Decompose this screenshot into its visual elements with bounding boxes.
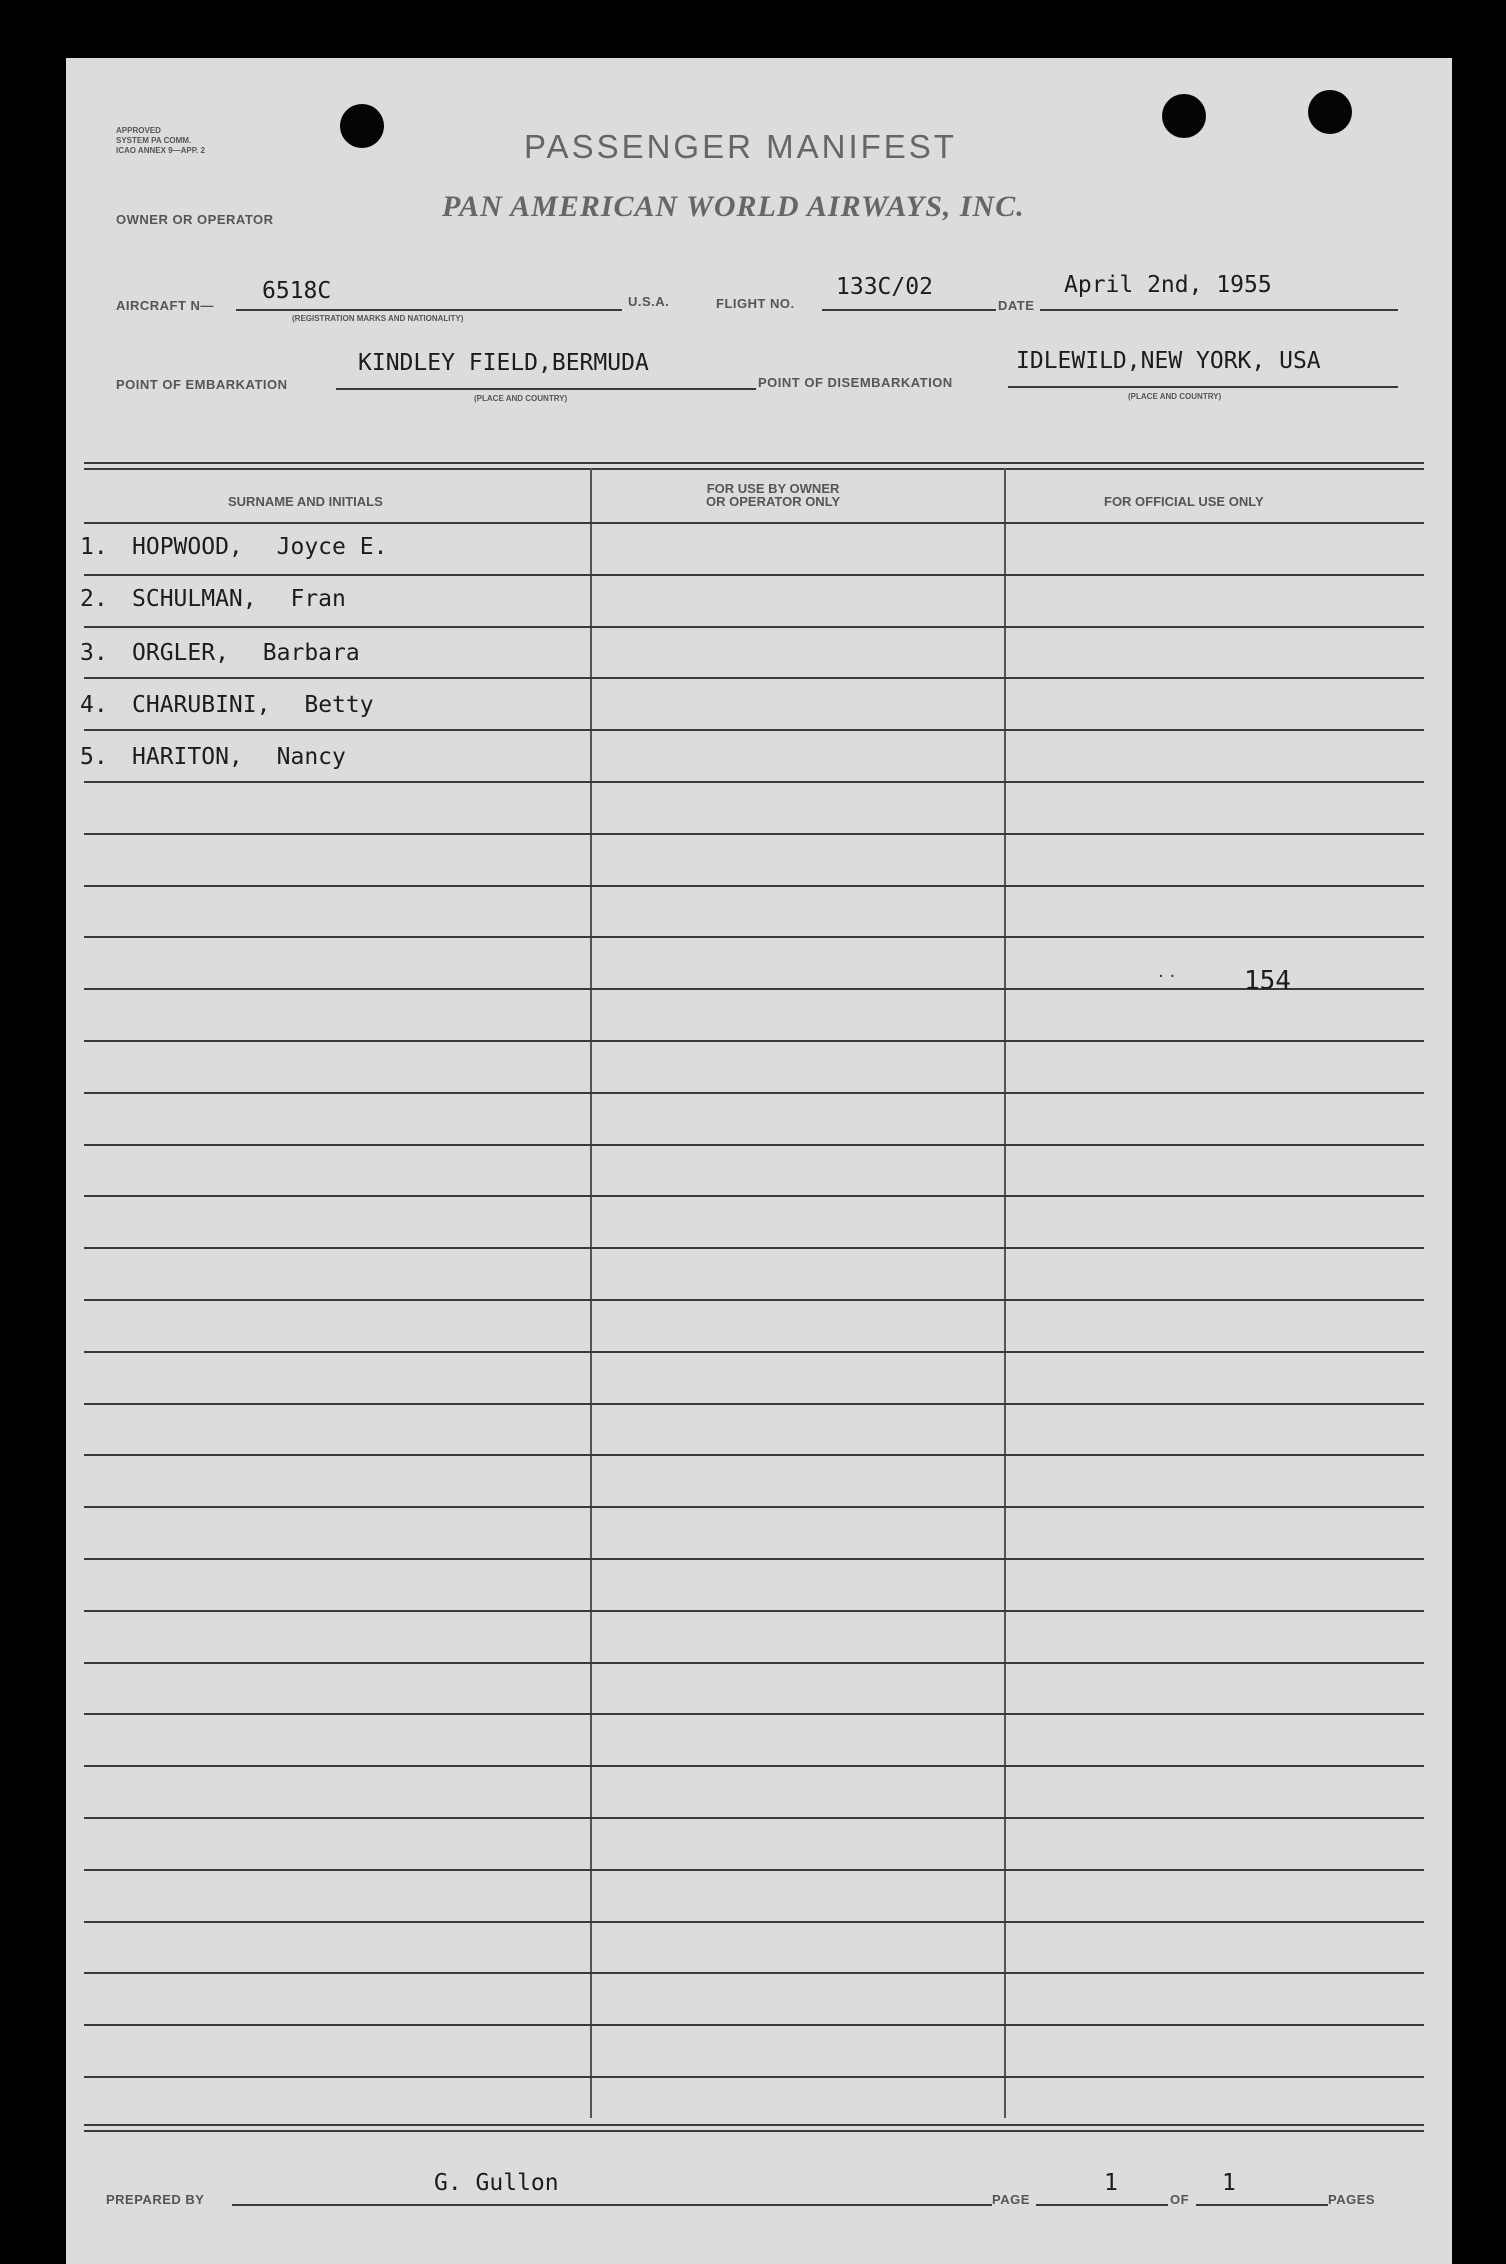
date-label: DATE — [998, 298, 1035, 313]
table-row-rule — [84, 1610, 1424, 1612]
approval-line-1: APPROVED — [116, 126, 161, 135]
passenger-number: 5. — [80, 744, 108, 770]
page-value: 1 — [1104, 2170, 1118, 2196]
table-row — [80, 692, 374, 718]
table-row-rule — [84, 1247, 1424, 1249]
table-row-rule — [84, 1558, 1424, 1560]
table-row-rule — [84, 2024, 1424, 2026]
passenger-number: 2. — [80, 586, 108, 612]
approval-stamp — [116, 126, 205, 156]
official-mark: 154 — [1244, 966, 1291, 996]
prepared-by-label: PREPARED BY — [106, 2192, 205, 2207]
aircraft-underline — [236, 309, 622, 311]
table-top-rule-2 — [84, 468, 1424, 470]
table-row-rule — [84, 2076, 1424, 2078]
owner-label: OWNER OR OPERATOR — [116, 212, 274, 227]
table-bottom-rule-2 — [84, 2130, 1424, 2132]
table-row-rule — [84, 936, 1424, 938]
passenger-number: 1. — [80, 534, 108, 560]
table-row-rule — [84, 1869, 1424, 1871]
table-row-rule — [84, 1454, 1424, 1456]
table-row-rule — [84, 885, 1424, 887]
passenger-given-name: Barbara — [262, 640, 360, 666]
embarkation-label: POINT OF EMBARKATION — [116, 377, 288, 392]
table-row-rule — [84, 833, 1424, 835]
table-row — [80, 586, 346, 612]
page-underline — [1036, 2204, 1168, 2206]
table-row-rule — [84, 1921, 1424, 1923]
passenger-given-name: Nancy — [276, 744, 346, 770]
table-row-rule — [84, 1144, 1424, 1146]
table-row-rule — [84, 522, 1424, 524]
prepared-by-underline — [232, 2204, 992, 2206]
passenger-surname: SCHULMAN, — [132, 586, 257, 612]
table-row-rule — [84, 729, 1424, 731]
table-row-rule — [84, 1092, 1424, 1094]
page-title: PASSENGER MANIFEST — [524, 128, 957, 165]
table-row-rule — [84, 1765, 1424, 1767]
passenger-surname: ORGLER, — [132, 640, 229, 666]
table-row-rule — [84, 1662, 1424, 1664]
flight-label: FLIGHT NO. — [716, 296, 795, 311]
table-row — [80, 640, 360, 666]
passenger-given-name: Fran — [290, 586, 346, 612]
date-value: April 2nd, 1955 — [1064, 272, 1272, 298]
table-row-rule — [84, 1817, 1424, 1819]
disembarkation-underline — [1008, 386, 1398, 388]
passenger-surname: HARITON, — [132, 744, 243, 770]
table-row-rule — [84, 1506, 1424, 1508]
date-underline — [1040, 309, 1398, 311]
table-row-rule — [84, 1351, 1424, 1353]
owner-column-header-line-2: OR OPERATOR ONLY — [706, 494, 841, 509]
passenger-surname: HOPWOOD, — [132, 534, 243, 560]
passenger-given-name: Betty — [304, 692, 374, 718]
table-row-rule — [84, 574, 1424, 576]
owner-column-header — [706, 482, 840, 508]
official-mark-dashes: · · — [1158, 966, 1176, 987]
of-label: OF — [1170, 2192, 1190, 2207]
page-label: PAGE — [992, 2192, 1030, 2207]
surname-column-header: SURNAME AND INITIALS — [228, 494, 383, 509]
embarkation-value: KINDLEY FIELD,BERMUDA — [358, 350, 649, 376]
operator-name: PAN AMERICAN WORLD AIRWAYS, INC. — [442, 190, 1025, 223]
table-row-rule — [84, 626, 1424, 628]
table-top-rule — [84, 462, 1424, 464]
table-row-rule — [84, 1713, 1424, 1715]
table-bottom-rule — [84, 2124, 1424, 2126]
table-row-rule — [84, 781, 1424, 783]
disembarkation-label: POINT OF DISEMBARKATION — [758, 375, 953, 390]
table-row-rule — [84, 1040, 1424, 1042]
country-label: U.S.A. — [628, 294, 670, 309]
table-row — [80, 534, 387, 560]
passenger-number: 4. — [80, 692, 108, 718]
flight-value: 133C/02 — [836, 274, 933, 300]
owner-column-header-line-1: FOR USE BY OWNER — [706, 481, 840, 496]
table-row-rule — [84, 1972, 1424, 1974]
approval-line-2: SYSTEM PA COMM. — [116, 136, 192, 145]
punch-hole-left — [340, 104, 384, 148]
table-row-rule — [84, 1403, 1424, 1405]
flight-underline — [822, 309, 996, 311]
aircraft-label: AIRCRAFT N— — [116, 298, 214, 313]
pages-value: 1 — [1222, 2170, 1236, 2196]
embarkation-sublabel: (PLACE AND COUNTRY) — [474, 394, 568, 403]
table-row-rule — [84, 988, 1424, 990]
prepared-by-value: G. Gullon — [434, 2170, 559, 2196]
disembarkation-value: IDLEWILD,NEW YORK, USA — [1016, 348, 1321, 374]
of-underline — [1196, 2204, 1328, 2206]
passenger-given-name: Joyce E. — [276, 534, 388, 560]
passenger-number: 3. — [80, 640, 108, 666]
punch-hole-right-1 — [1162, 94, 1206, 138]
table-row-rule — [84, 1195, 1424, 1197]
table-row-rule — [84, 1299, 1424, 1301]
embarkation-underline — [336, 388, 756, 390]
table-row-rule — [84, 677, 1424, 679]
disembarkation-sublabel: (PLACE AND COUNTRY) — [1128, 392, 1222, 401]
aircraft-value: 6518C — [262, 278, 332, 304]
pages-label: PAGES — [1328, 2192, 1376, 2207]
approval-line-3: ICAO ANNEX 9—APP. 2 — [116, 146, 205, 155]
passenger-surname: CHARUBINI, — [132, 692, 271, 718]
official-column-header: FOR OFFICIAL USE ONLY — [1104, 494, 1264, 509]
table-row — [80, 744, 346, 770]
punch-hole-right-2 — [1308, 90, 1352, 134]
aircraft-sublabel: (REGISTRATION MARKS AND NATIONALITY) — [292, 314, 464, 323]
